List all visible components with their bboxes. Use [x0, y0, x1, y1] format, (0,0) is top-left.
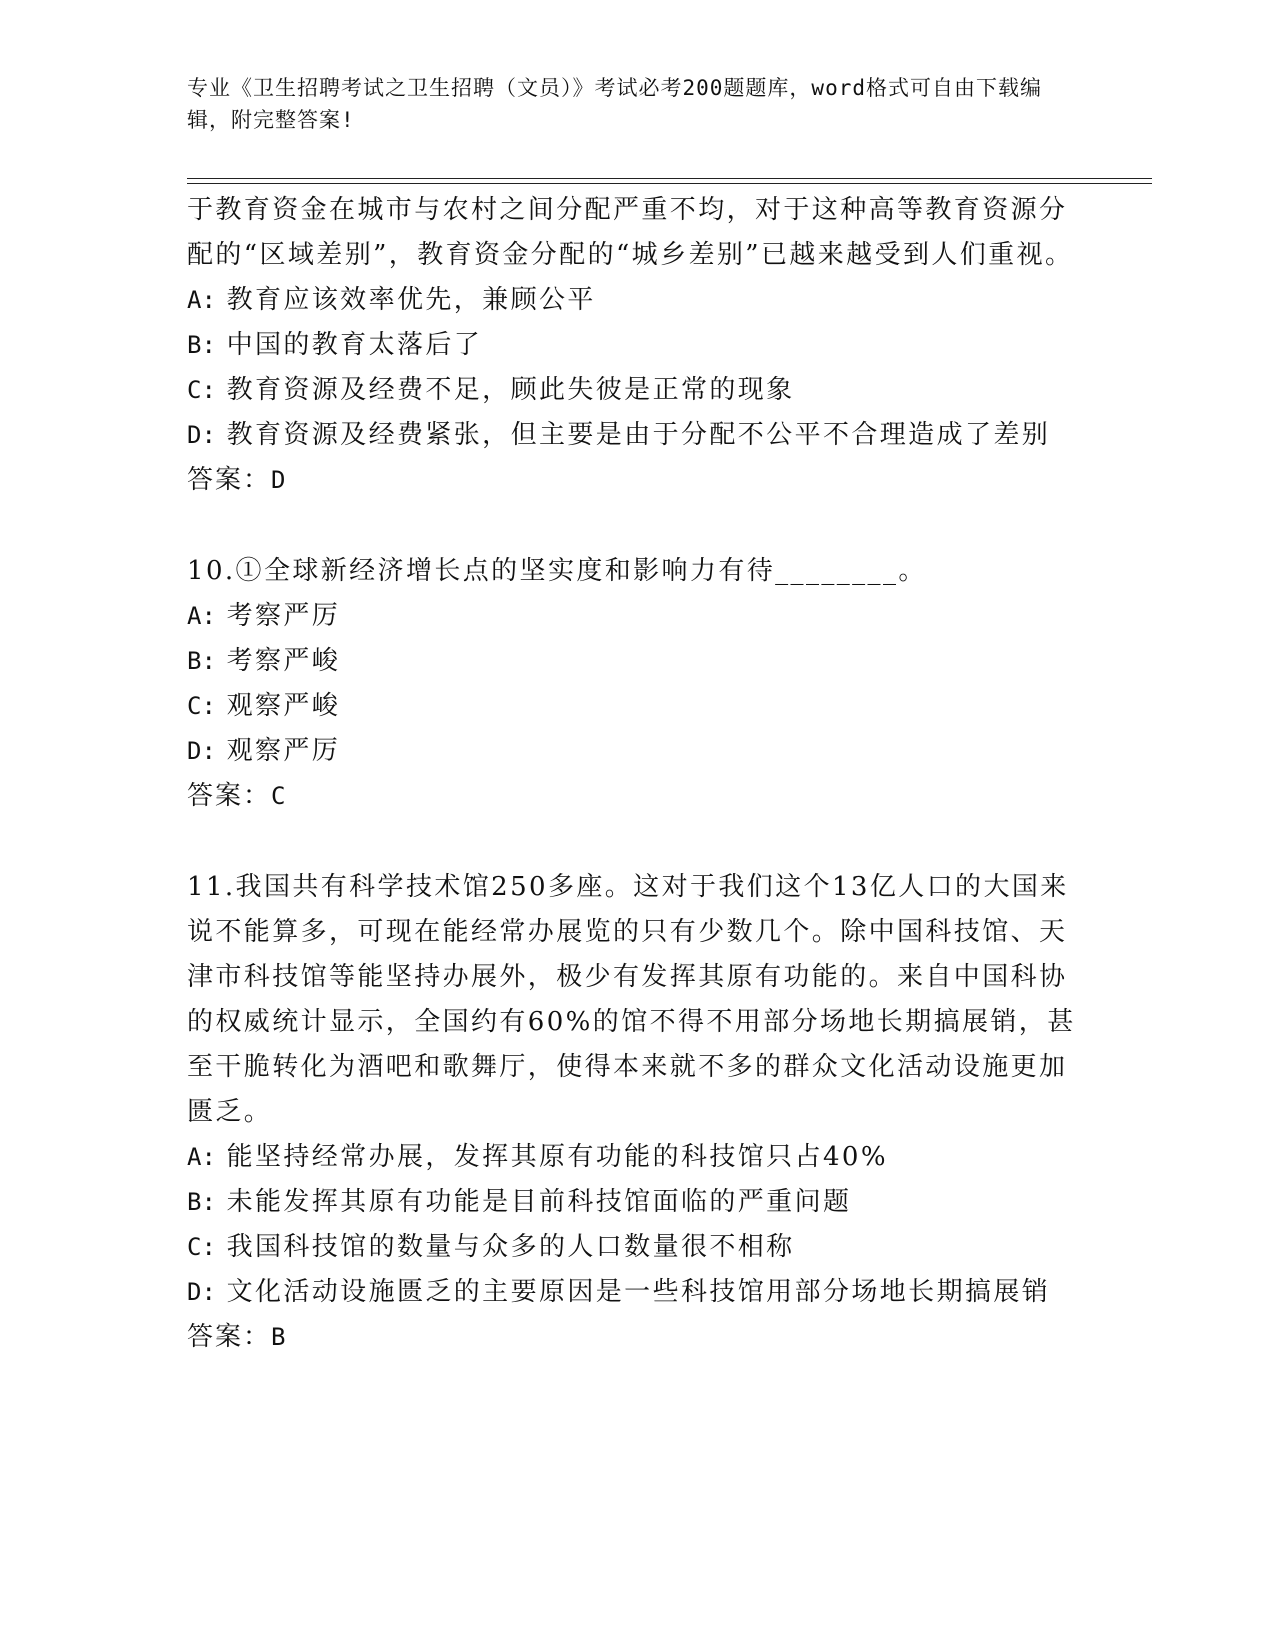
- option-text: 教育资源及经费不足，顾此失彼是正常的现象: [226, 375, 795, 405]
- option-letter: B:: [187, 1188, 216, 1216]
- option-letter: D:: [187, 737, 216, 765]
- answer-line: [187, 458, 1087, 503]
- option-d: [187, 1270, 1087, 1315]
- option-letter: D:: [187, 1278, 216, 1306]
- option-text: 我国科技馆的数量与众多的人口数量很不相称: [226, 1232, 795, 1262]
- option-letter: A:: [187, 1143, 216, 1171]
- option-c: [187, 1225, 1087, 1270]
- option-text: 能坚持经常办展，发挥其原有功能的科技馆只占40%: [226, 1142, 888, 1172]
- header-rule-top: [187, 178, 1152, 179]
- option-text: 考察严厉: [226, 601, 341, 631]
- option-a: [187, 594, 1087, 639]
- option-text: 文化活动设施匮乏的主要原因是一些科技馆用部分场地长期搞展销: [226, 1277, 1051, 1307]
- question-stem: 11.我国共有科学技术馆250多座。这对于我们这个13亿人口的大国来说不能算多，可现在能经常办展览的只有少数几个。除中国科技馆、天津市科技馆等能坚持办展外，极少有发挥其原有功能的。来自中国科协的权威统计显示，全国约有60%的馆不得不用部分场地长期搞展销，甚至干脆转化为酒吧和歌舞厅，使得本来就不多的群众文化活动设施更加匮乏。: [187, 872, 1076, 1127]
- option-c: [187, 368, 1087, 413]
- question-block: [187, 865, 1087, 1360]
- option-letter: C:: [187, 376, 216, 404]
- question-block: [187, 188, 1087, 503]
- option-text: 考察严峻: [226, 646, 341, 676]
- option-b: [187, 323, 1087, 368]
- option-text: 观察严厉: [226, 736, 341, 766]
- option-letter: A:: [187, 286, 216, 314]
- option-letter: B:: [187, 647, 216, 675]
- option-d: [187, 413, 1087, 458]
- option-letter: D:: [187, 421, 216, 449]
- header-rule-bottom: [187, 183, 1152, 184]
- option-a: [187, 1135, 1087, 1180]
- option-letter: A:: [187, 602, 216, 630]
- spacer: [187, 819, 1087, 865]
- answer-label: 答案：: [187, 781, 272, 811]
- answer-line: [187, 1315, 1087, 1360]
- question-stem: 10.①全球新经济增长点的坚实度和影响力有待________。: [187, 556, 927, 586]
- option-text: 未能发挥其原有功能是目前科技馆面临的严重问题: [226, 1187, 852, 1217]
- answer-value: D: [271, 466, 288, 494]
- option-letter: C:: [187, 1233, 216, 1261]
- option-text: 教育资源及经费紧张，但主要是由于分配不公平不合理造成了差别: [226, 420, 1051, 450]
- option-text: 观察严峻: [226, 691, 341, 721]
- header-title: 专业《卫生招聘考试之卫生招聘（文员）》考试必考200题题库，word格式可自由下载编辑，附完整答案!: [187, 76, 1042, 132]
- answer-value: C: [271, 782, 288, 810]
- option-letter: B:: [187, 331, 216, 359]
- question-block: [187, 549, 1087, 819]
- spacer: [187, 503, 1087, 549]
- answer-line: [187, 774, 1087, 819]
- document-header: [187, 72, 1067, 136]
- option-b: [187, 1180, 1087, 1225]
- question-stem: 于教育资金在城市与农村之间分配严重不均，对于这种高等教育资源分配的“区域差别”，教育资金分配的“城乡差别”已越来越受到人们重视。: [187, 195, 1074, 270]
- answer-label: 答案：: [187, 1322, 272, 1352]
- option-d: [187, 729, 1087, 774]
- answer-label: 答案：: [187, 465, 272, 495]
- option-a: [187, 278, 1087, 323]
- option-c: [187, 684, 1087, 729]
- option-b: [187, 639, 1087, 684]
- option-letter: C:: [187, 692, 216, 720]
- option-text: 中国的教育太落后了: [226, 330, 483, 360]
- answer-value: B: [271, 1323, 288, 1351]
- question-list: [187, 188, 1087, 1360]
- option-text: 教育应该效率优先，兼顾公平: [226, 285, 596, 315]
